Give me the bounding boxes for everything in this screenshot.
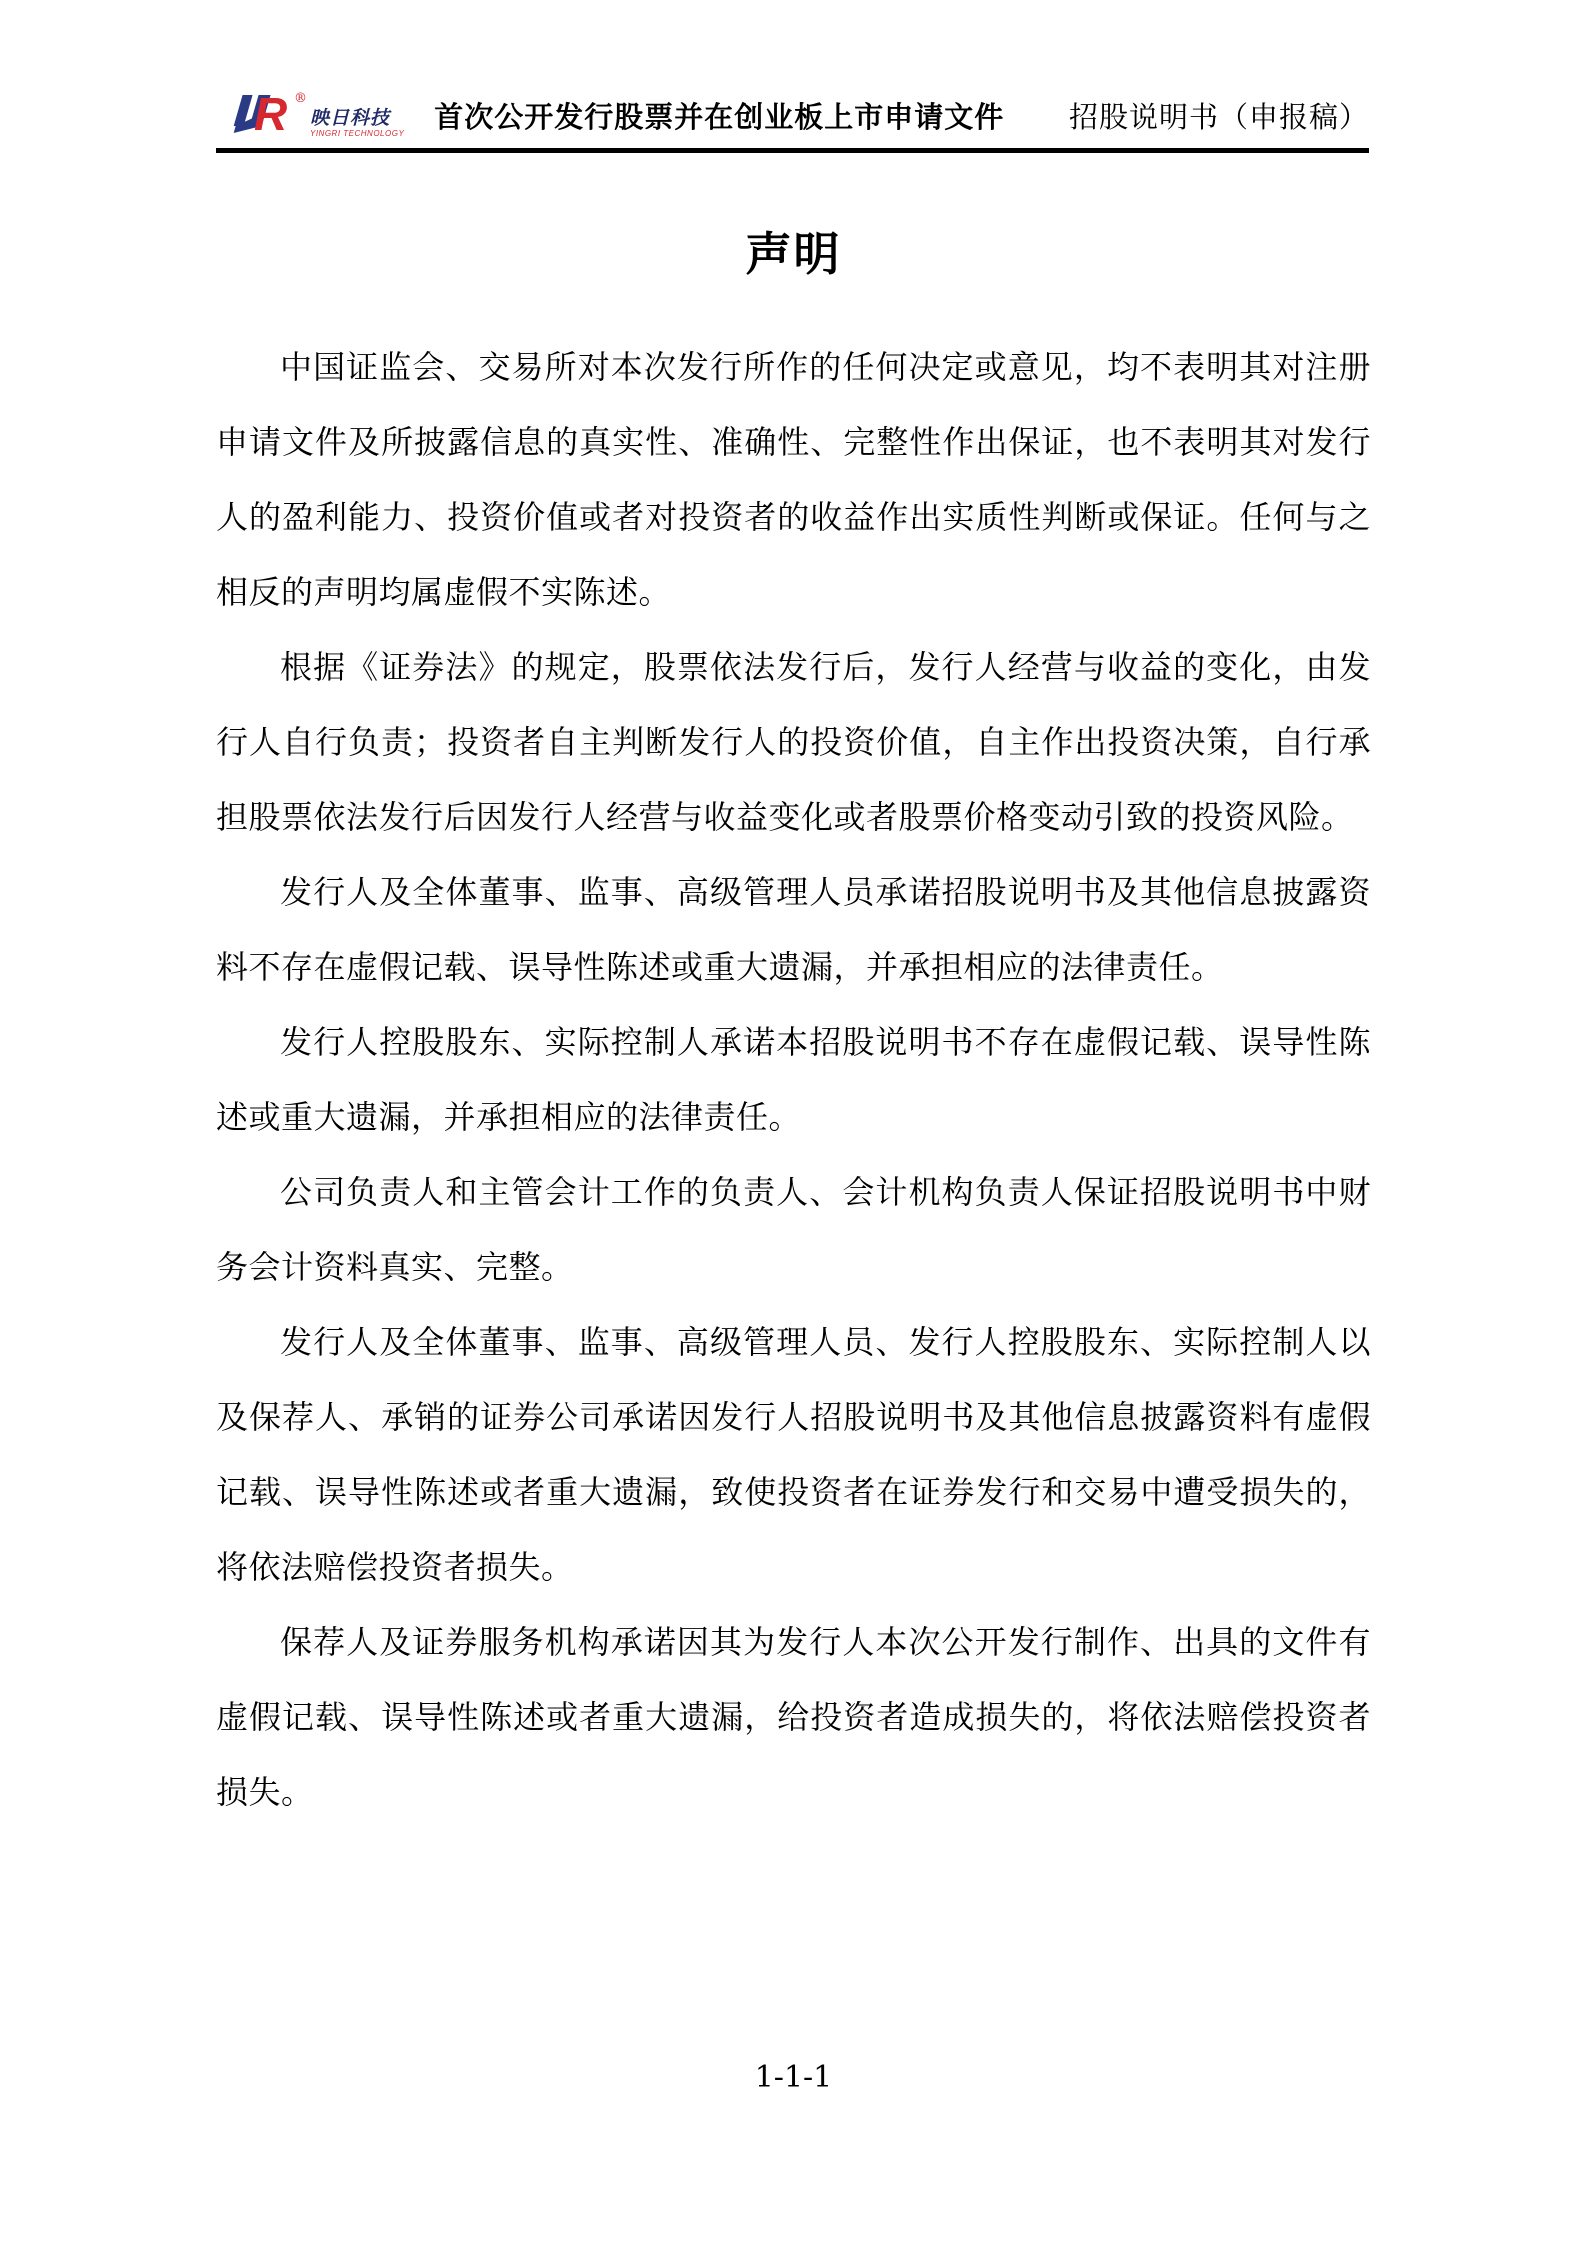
- declaration-paragraph: 发行人控股股东、实际控制人承诺本招股说明书不存在虚假记载、误导性陈述或重大遗漏，并承担相应的法律责任。: [216, 1023, 1371, 1136]
- company-logo: [216, 90, 404, 140]
- header-doc-name-label: 招股说明书（申报稿）: [1068, 100, 1369, 134]
- page-header: [216, 90, 1369, 153]
- declaration-paragraph: 保荐人及证券服务机构承诺因其为发行人本次公开发行制作、出具的文件有虚假记载、误导性陈述或者重大遗漏，给投资者造成损失的，将依法赔偿投资者损失。: [216, 1623, 1371, 1811]
- registered-mark-icon: ®: [294, 91, 307, 106]
- declaration-paragraph: 中国证监会、交易所对本次发行所作的任何决定或意见，均不表明其对注册申请文件及所披露信息的真实性、准确性、完整性作出保证，也不表明其对发行人的盈利能力、投资价值或者对投资者的收益作出实质性判断或保证。任何与之相反的声明均属虚假不实陈述。: [216, 348, 1371, 611]
- declaration-paragraph: 公司负责人和主管会计工作的负责人、会计机构负责人保证招股说明书中财务会计资料真实、完整。: [216, 1173, 1371, 1286]
- declaration-paragraph: 根据《证券法》的规定，股票依法发行后，发行人经营与收益的变化，由发行人自行负责；投资者自主判断发行人的投资价值，自主作出投资决策，自行承担股票依法发行后因发行人经营与收益变化或者股票价格变动引致的投资风险。: [216, 648, 1371, 836]
- logo-text-block: [310, 109, 404, 138]
- company-name: 映日科技: [310, 108, 391, 130]
- company-name-en: YINGRI TECHNOLOGY: [310, 129, 405, 138]
- declaration-section: [216, 218, 1371, 1830]
- logo-jr-icon: [216, 90, 308, 140]
- declaration-paragraph: 发行人及全体董事、监事、高级管理人员、发行人控股股东、实际控制人以及保荐人、承销的证券公司承诺因发行人招股说明书及其他信息披露资料有虚假记载、误导性陈述或者重大遗漏，致使投资者在证券发行和交易中遭受损失的，将依法赔偿投资者损失。: [216, 1323, 1371, 1586]
- page-number: 1-1-1: [754, 2060, 833, 2095]
- declaration-paragraph: 发行人及全体董事、监事、高级管理人员承诺招股说明书及其他信息披露资料不存在虚假记载、误导性陈述或重大遗漏，并承担相应的法律责任。: [216, 873, 1371, 986]
- header-doc-type-label: 首次公开发行股票并在创业板上市申请文件: [434, 100, 1005, 134]
- page-title: 声明: [745, 227, 842, 281]
- svg-text:R: R: [254, 90, 288, 140]
